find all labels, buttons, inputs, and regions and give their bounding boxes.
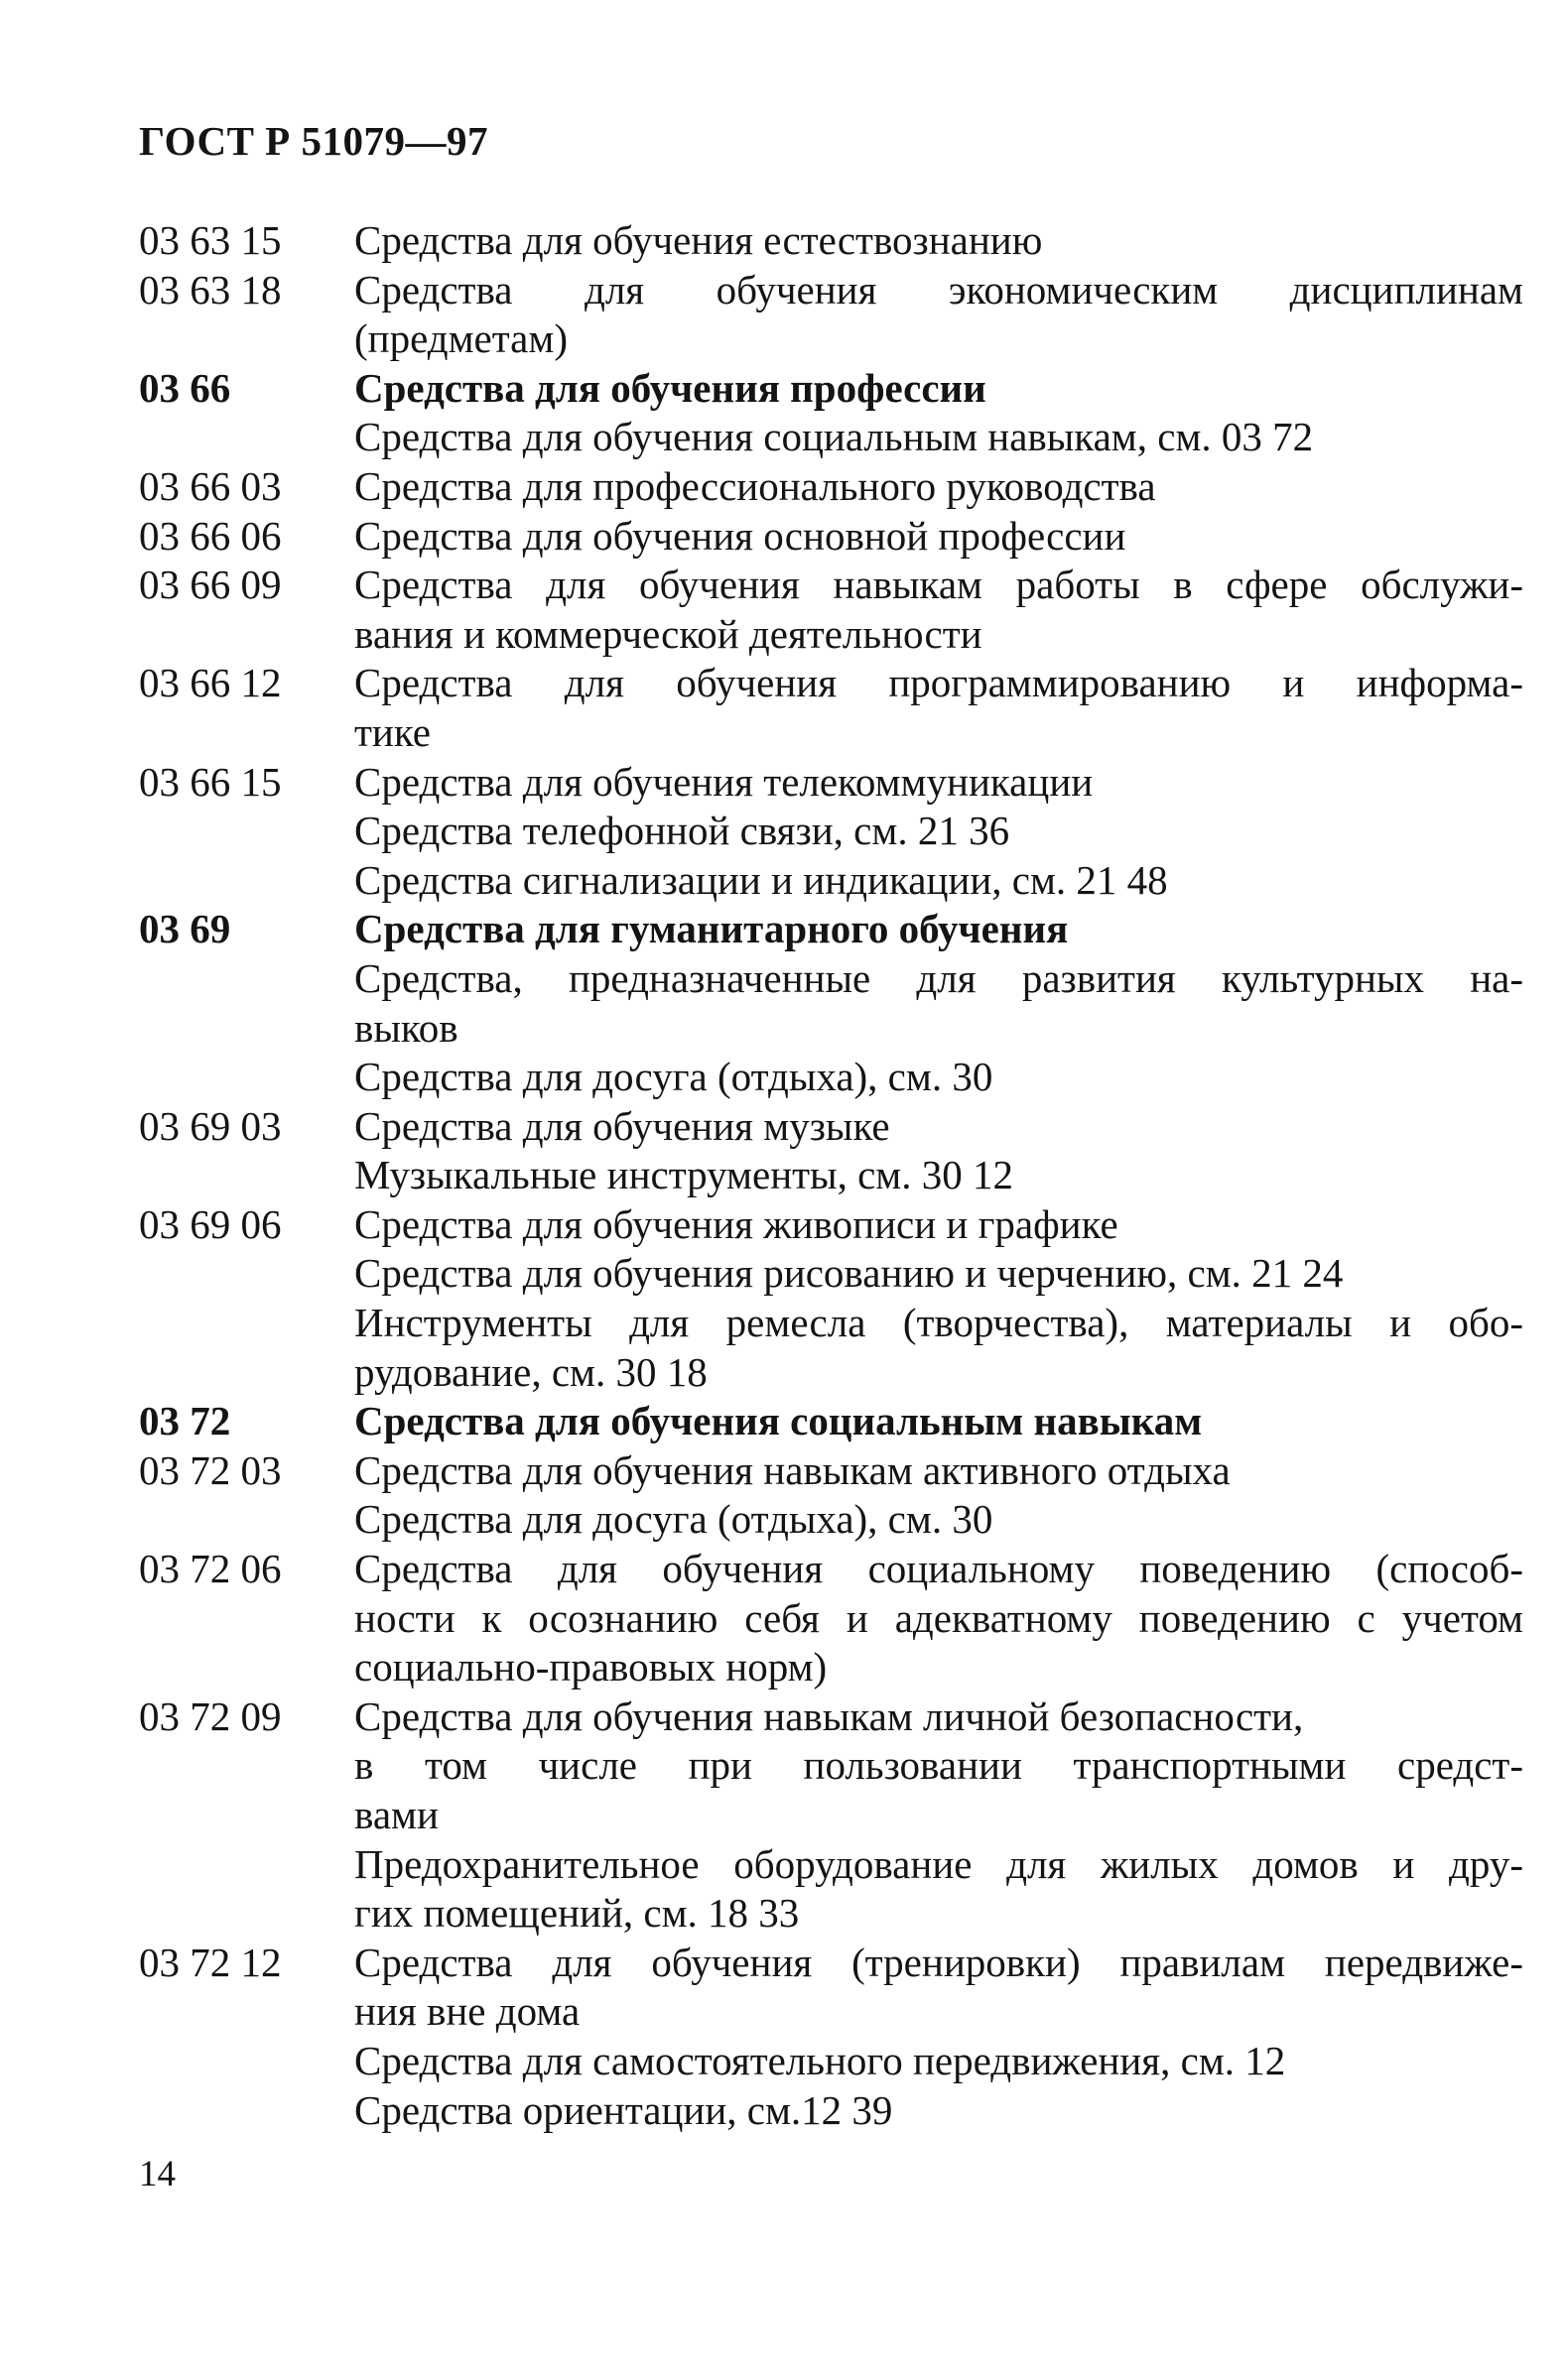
entry-description	[354, 807, 1523, 856]
entry-text-line: Средства для обучения социальным навыкам	[354, 1398, 1203, 1444]
entry-description	[354, 1151, 1523, 1200]
entry-description	[354, 1840, 1523, 1939]
entry-text-line: Средства для обучения естествознанию	[354, 217, 1043, 263]
classification-entry	[139, 1446, 1523, 1496]
document-header: ГОСТ Р 51079—97	[139, 118, 488, 164]
entry-code: 03 69 03	[139, 1102, 282, 1149]
entry-code: 03 66	[139, 364, 231, 411]
entry-code: 03 63 18	[139, 266, 282, 313]
section-heading	[139, 364, 1523, 414]
entry-text-line: Средства для досуга (отдыха), см. 30	[354, 1054, 993, 1100]
entry-text-line: Средства для обучения социальным навыкам, см. 03 72	[354, 414, 1314, 460]
entry-text-line: рудование, см. 30 18	[354, 1348, 708, 1395]
classification-entry	[139, 1200, 1523, 1250]
entry-text-line: тике	[354, 708, 431, 755]
entry-description	[354, 1102, 1523, 1152]
section-heading	[139, 1397, 1523, 1446]
entry-description	[354, 364, 1523, 414]
entry-code: 03 66 09	[139, 562, 282, 608]
classification-entry	[139, 1151, 1523, 1200]
page-number: 14	[139, 2154, 176, 2194]
entry-code: 03 66 03	[139, 462, 282, 509]
entry-code: 03 72	[139, 1398, 231, 1444]
entry-text-line: Средства для гуманитарного обучения	[354, 906, 1069, 952]
entry-text-line: вания и коммерческой деятельности	[354, 610, 982, 657]
entry-text-line: ности к осознанию себя и адекватному поведению с учетом	[354, 1594, 1523, 1641]
classification-entry	[139, 758, 1523, 808]
classification-entry	[139, 807, 1523, 856]
entry-code: 03 69	[139, 906, 231, 952]
section-heading	[139, 905, 1523, 954]
classification-entry	[139, 856, 1523, 906]
entry-description	[354, 561, 1523, 659]
entry-description	[354, 413, 1523, 462]
classification-entry	[139, 1053, 1523, 1102]
entry-text-line: Инструменты для ремесла (творчества), материалы и обо-	[354, 1300, 1523, 1346]
classification-entry	[139, 512, 1523, 562]
entry-description	[354, 1545, 1523, 1692]
classification-entry	[139, 1102, 1523, 1152]
entry-text-line: Средства для обучения профессии	[354, 364, 986, 411]
entry-code: 03 66 12	[139, 660, 282, 706]
entry-description	[354, 1397, 1523, 1446]
entry-text-line: Средства для обучения основной профессии	[354, 512, 1126, 559]
entry-code: 03 63 15	[139, 217, 282, 263]
classification-entry	[139, 561, 1523, 659]
entry-description	[354, 2037, 1523, 2086]
entry-description	[354, 1446, 1523, 1496]
classification-entry	[139, 2086, 1523, 2136]
entry-text-line: выков	[354, 1004, 458, 1051]
entry-text-line: Средства для обучения социальному поведению (способ-	[354, 1546, 1523, 1592]
entry-description	[354, 1249, 1523, 1299]
entry-description	[354, 216, 1523, 266]
classification-entry	[139, 2037, 1523, 2086]
classification-entry	[139, 413, 1523, 462]
entry-text-line: Средства для досуга (отдыха), см. 30	[354, 1496, 993, 1543]
classification-entry	[139, 1495, 1523, 1545]
entry-description	[354, 462, 1523, 512]
entry-text-line: вами	[354, 1792, 439, 1837]
classification-entry	[139, 1299, 1523, 1397]
entry-text-line: Средства для профессионального руководства	[354, 462, 1156, 509]
entry-text-line: Средства для обучения рисованию и черчению, см. 21 24	[354, 1250, 1344, 1297]
entry-description	[354, 856, 1523, 906]
classification-entry	[139, 954, 1523, 1053]
entry-description	[354, 1053, 1523, 1102]
entry-description	[354, 1692, 1523, 1840]
entry-description	[354, 1200, 1523, 1250]
entry-description	[354, 1495, 1523, 1545]
entry-text-line: Музыкальные инструменты, см. 30 12	[354, 1152, 1013, 1198]
entry-text-line: Средства телефонной связи, см. 21 36	[354, 808, 1010, 854]
entry-text-line: Средства для обучения музыке	[354, 1102, 890, 1149]
entry-description	[354, 2086, 1523, 2136]
entry-text-line: Средства для обучения навыкам активного отдыха	[354, 1446, 1231, 1493]
entry-code: 03 72 12	[139, 1939, 282, 1985]
entry-text-line: Средства для обучения навыкам личной безопасности,	[354, 1692, 1304, 1739]
entry-text-line: (предметам)	[354, 315, 568, 362]
entry-code: 03 66 06	[139, 512, 282, 559]
entry-text-line: социально-правовых норм)	[354, 1644, 828, 1691]
classification-entry	[139, 266, 1523, 364]
entry-description	[354, 1939, 1523, 2037]
entry-text-line: Средства для обучения программированию и информа-	[354, 660, 1523, 706]
entry-text-line: Средства для самостоятельного передвижения, см. 12	[354, 2037, 1286, 2083]
entry-text-line: Средства, предназначенные для развития культурных на-	[354, 954, 1523, 1001]
classification-entry	[139, 1545, 1523, 1692]
entry-text-line: Средства для обучения экономическим дисциплинам	[354, 266, 1523, 313]
entry-description	[354, 266, 1523, 364]
entry-code: 03 72 09	[139, 1692, 282, 1739]
classification-entry	[139, 1939, 1523, 2037]
entry-text-line: в том числе при пользовании транспортными средст-	[354, 1742, 1523, 1789]
entry-text-line: Средства сигнализации и индикации, см. 21 48	[354, 856, 1168, 903]
entry-description	[354, 954, 1523, 1053]
entry-text-line: Средства ориентации, см.12 39	[354, 2086, 893, 2133]
classification-entry	[139, 1840, 1523, 1939]
entry-description	[354, 1299, 1523, 1397]
classification-entry	[139, 1692, 1523, 1840]
entry-text-line: Средства для обучения навыкам работы в сфере обслужи-	[354, 562, 1523, 608]
classification-entry	[139, 1249, 1523, 1299]
classification-entry	[139, 659, 1523, 757]
entry-text-line: ния вне дома	[354, 1988, 581, 2035]
entry-text-line: Предохранительное оборудование для жилых домов и дру-	[354, 1840, 1523, 1887]
entry-text-line: Средства для обучения телекоммуникации	[354, 758, 1094, 805]
classification-entry	[139, 462, 1523, 512]
classification-list	[139, 216, 1523, 2135]
entry-code: 03 66 15	[139, 758, 282, 805]
classification-entry	[139, 216, 1523, 266]
entry-description	[354, 758, 1523, 808]
entry-text-line: гих помещений, см. 18 33	[354, 1890, 800, 1937]
entry-text-line: Средства для обучения живописи и графике	[354, 1200, 1118, 1247]
entry-description	[354, 512, 1523, 562]
entry-description	[354, 905, 1523, 954]
entry-description	[354, 659, 1523, 757]
entry-code: 03 72 03	[139, 1446, 282, 1493]
entry-code: 03 69 06	[139, 1200, 282, 1247]
entry-text-line: Средства для обучения (тренировки) правилам передвиже-	[354, 1939, 1523, 1985]
entry-code: 03 72 06	[139, 1546, 282, 1592]
